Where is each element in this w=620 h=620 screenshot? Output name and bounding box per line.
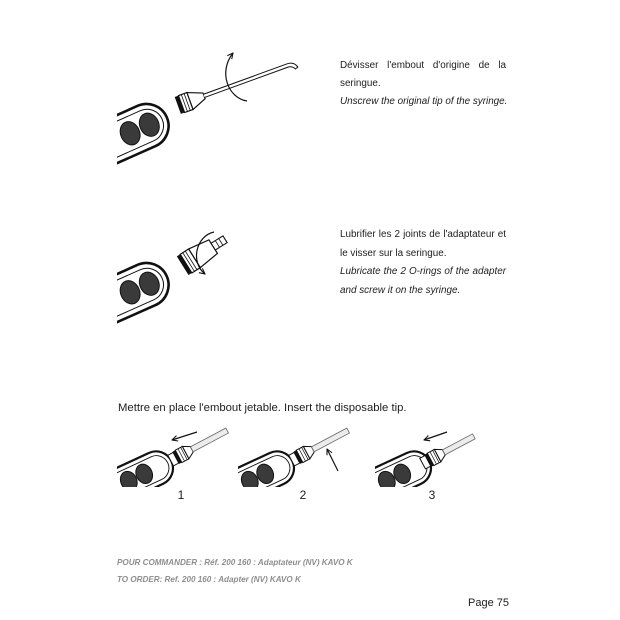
step-1-french-line: Dévisser l'embout d'origine de la xyxy=(340,60,506,71)
disposable-tip-icon xyxy=(288,424,351,466)
syringe-handle-icon xyxy=(80,97,176,172)
direction-arrow-icon xyxy=(424,432,447,440)
disposable-tip-icon xyxy=(419,430,477,470)
step-1-english-line: Unscrew the original tip of the syringe. xyxy=(340,96,508,107)
insert-step-2-illustration xyxy=(215,424,352,509)
insert-tip-instruction: Mettre en place l'embout jetable. Insert the disposable tip. xyxy=(118,402,407,414)
sub-step-number: 3 xyxy=(428,488,436,502)
sub-step-number: 2 xyxy=(299,488,307,502)
adapter-icon xyxy=(177,230,231,275)
direction-arrow-icon xyxy=(172,432,197,440)
direction-arrow-icon xyxy=(327,449,338,471)
original-tip-icon xyxy=(175,54,300,114)
step-2-english-line: and screw it on the syringe. xyxy=(340,285,461,297)
page-number: Page 75 xyxy=(468,597,509,609)
step-2-english-line: Lubricate the 2 O-rings of the adapter xyxy=(340,266,506,278)
step-1-french-line: seringue. xyxy=(340,78,381,89)
order-info-english: TO ORDER: Ref. 200 160 : Adapter (NV) KAVO K xyxy=(117,575,301,584)
insert-step-3-illustration xyxy=(352,430,478,509)
step-1-text xyxy=(340,57,506,111)
step-2-french-line: le visser sur la seringue. xyxy=(340,247,447,259)
insert-step-1-illustration xyxy=(94,424,231,509)
disposable-tip-icon xyxy=(167,424,230,466)
sub-step-number: 1 xyxy=(177,488,185,502)
step-1-illustration xyxy=(80,53,299,172)
step-2-french-line: Lubrifier les 2 joints de l'adaptateur et xyxy=(340,229,506,240)
syringe-handle-icon xyxy=(80,256,176,331)
syringe-handle-icon xyxy=(215,446,300,510)
step-2-illustration xyxy=(80,230,231,331)
syringe-handle-icon xyxy=(94,446,179,510)
order-info-french: POUR COMMANDER : Réf. 200 160 : Adaptateur (NV) KAVO K xyxy=(117,558,353,567)
step-2-text xyxy=(340,226,506,301)
rotation-arrow-icon xyxy=(226,53,247,101)
